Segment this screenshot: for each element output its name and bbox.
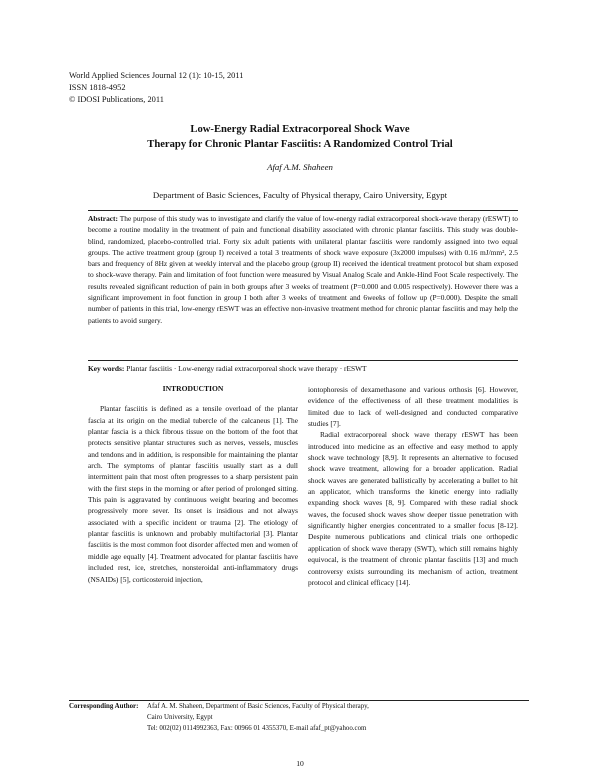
intro-paragraph-3: Radial extracorporeal shock wave therapy rESWT has been introduced into medicine as an effective and easy method to apply shock wave technology [8,9]. It represents an alternative to focused shock wave treatment, allowing for a broader application. Radial shock waves are generated ballistically by accelerating a bullet to hit an applicator, which transforms the kinetic energy into radially expanding shock waves [8, 9]. Compared with these radial shock waves, the focused shock waves show deeper tissue penetration with significantly higher energies concentrated to a smaller focus [8-12]. Despite numerous publications and clinical trials one orthopedic application of shock wave therapy (SWT), which still remains highly equivocal, is the treatment of chronic plantar fasciitis [13] and much controversy exists surrounding its mechanism of action, treatment protocol and clinical efficacy [14]. <box>308 430 518 587</box>
corresponding-line-2: Cairo University, Egypt <box>147 714 213 721</box>
intro-paragraph-2: iontophoresis of dexamethasone and various orthosis [6]. However, evidence of the effectiveness of all these treatment modalities is limited due to lack of well-designed and conducted comparative studies [7]. <box>308 385 518 429</box>
journal-header <box>69 70 243 106</box>
journal-copyright: © IDOSI Publications, 2011 <box>69 95 164 104</box>
corresponding-line-1: Afaf A. M. Shaheen, Department of Basic Sciences, Faculty of Physical therapy, <box>147 703 369 710</box>
paper-title <box>69 122 531 152</box>
author-affiliation: Department of Basic Sciences, Faculty of Physical therapy, Cairo University, Egypt <box>152 190 448 200</box>
abstract-text: The purpose of this study was to investigate and clarify the value of low-energy radial extracorporeal shock-wave therapy (rESWT) to become a routine modality in the treatment of pain and functional disability associated with chronic plantar fasciitis. This study was double-blind, randomized, placebo-controlled trial. Forty six adult patients with unilateral plantar fasciitis were randomly assigned into two equal groups. The active treatment group (group I) received a total 3 treatments of shock wave exposure (3x2000 impulses) with 0.16 mJ/mm², 2.5 bars and frequency of 8Hz given at weekly interval and the placebo group (group II) received the identical treatment protocol but sham exposed to shock-wave therapy. Pain and limitation of foot function were measured by Visual Analog Scale and Ankle-Hind Foot Scale respectively. The results revealed significant reduction of pain in both groups after 3 weeks of treatment (P=0.000 and 0.005 respectively). However there was a significant improvement in foot function in group I both after 3 weeks of treatment and 6weeks of follow up (P=0.000). Despite the small number of patients in this trial, low-energy rESWT was an effective non-invasive treatment method for chronic plantar fasciitis and may help the patients to avoid surgery. <box>88 214 518 325</box>
abstract <box>88 213 518 326</box>
author-name: Afaf A.M. Shaheen <box>267 162 333 172</box>
abstract-bottom-rule <box>88 360 518 361</box>
page-number: 10 <box>296 759 304 768</box>
intro-paragraph-1: Plantar fasciitis is defined as a tensile overload of the plantar fascia at its origin on the medial tubercle of the calcaneus [1]. The plantar fascia is a thick fibrous tissue on the bottom of the foot that protects sensitive plantar structures such as nerves, vessels, muscles and tendons and in addition, is responsible for maintaining the plantar arch. The symptoms of plantar fasciitis usually start as a dull intermittent pain that most often progresses to a sharp persistent pain with the first steps in the morning or after period of prolonged sitting. This pain is aggravated by continuous weight bearing and becomes progressively more sever. Its onset is insidious and not always associated with a specific incident or trauma [2]. The etiology of plantar fasciitis is unknown and probably multifactorial [3]. Plantar fasciitis is the most common foot disorder affected men and women of middle age equally [4]. Treatment advocated for plantar fasciitis have included rest, ice, stretches, nonsteroidal anti-inflammatory drugs (NSAIDs) [5], corticosteroid injection, <box>88 404 298 584</box>
keywords-label: Key words: <box>88 364 125 373</box>
left-column <box>88 383 298 585</box>
paper-title-line-2: Therapy for Chronic Plantar Fasciitis: A Randomized Control Trial <box>147 139 453 150</box>
abstract-top-rule <box>88 210 518 211</box>
corresponding-line-3: Tel: 002(02) 0114992363, Fax: 00966 01 4355370, E-mail afaf_pt@yahoo.com <box>147 725 367 732</box>
section-heading-introduction: INTRODUCTION <box>162 384 224 393</box>
journal-issn: ISSN 1818-4952 <box>69 83 126 92</box>
keywords-text: Plantar fasciitis · Low-energy radial extracorporeal shock wave therapy · rESWT <box>126 364 367 373</box>
journal-citation: World Applied Sciences Journal 12 (1): 10-15, 2011 <box>69 71 244 80</box>
keywords <box>88 363 518 374</box>
corresponding-label: Corresponding Author: <box>69 703 139 710</box>
paper-title-line-1: Low-Energy Radial Extracorporeal Shock Wave <box>190 124 410 135</box>
abstract-label: Abstract: <box>88 214 118 223</box>
right-column <box>308 384 518 588</box>
corresponding-author <box>69 701 539 734</box>
